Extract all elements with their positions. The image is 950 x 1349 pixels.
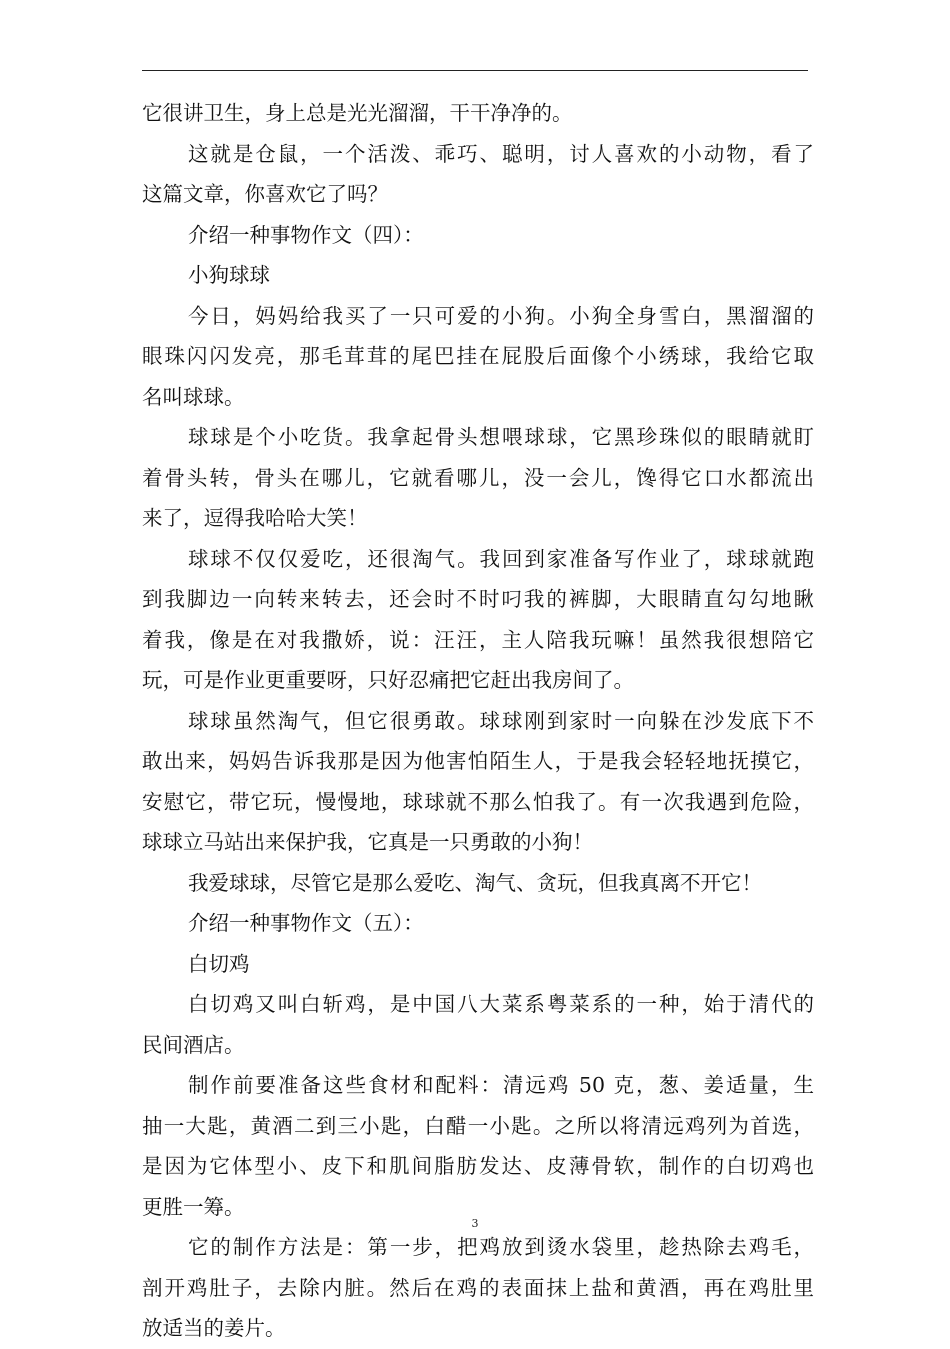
page-number: 3 [471,1217,479,1230]
text-line: 眼珠闪闪发亮，那毛茸茸的尾巴挂在屁股后面像个小绣球，我给它取 [142,344,814,368]
text-line: 放适当的姜片。 [142,1316,286,1340]
text-line: 介绍一种事物作文（四）： [188,222,424,247]
text-line: 抽一大匙，黄酒二到三小匙，白醋一小匙。之所以将清远鸡列为首选， [142,1113,814,1138]
text-line: 更胜一筹。 [142,1194,245,1219]
text-line: 介绍一种事物作文（五）： [188,911,424,935]
text-line: 白切鸡 [188,951,250,976]
text-line: 着骨头转，骨头在哪儿，它就看哪儿，没一会儿，馋得它口水都流出 [142,465,814,490]
text-line: 来了，逗得我哈哈大笑！ [142,506,368,530]
header-rule [142,70,808,71]
text-line: 这就是仓鼠，一个活泼、乖巧、聪明，讨人喜欢的小动物，看了 [188,141,814,166]
text-line: 今日，妈妈给我买了一只可爱的小狗。小狗全身雪白，黑溜溜的 [188,303,814,328]
text-line: 白切鸡又叫白斩鸡，是中国八大菜系粤菜系的一种，始于清代的 [188,992,814,1016]
text-line: 球球是个小吃货。我拿起骨头想喂球球，它黑珍珠似的眼睛就盯 [188,425,814,449]
text-line: 这篇文章，你喜欢它了吗？ [142,182,388,206]
text-line: 球球虽然淘气，但它很勇敢。球球刚到家时一向躲在沙发底下不 [188,708,814,733]
text-line: 是因为它体型小、皮下和肌间脂肪发达、皮薄骨软，制作的白切鸡也 [142,1154,814,1178]
text-line: 安慰它，带它玩，慢慢地，球球就不那么怕我了。有一次我遇到危险， [142,789,814,814]
text-line: 它很讲卫生，身上总是光光溜溜，干干净净的。 [142,101,573,125]
text-line: 制作前要准备这些食材和配料：清远鸡 50 克，葱、姜适量，生 [188,1073,814,1097]
text-line: 民间酒店。 [142,1032,245,1057]
text-line: 着我，像是在对我撒娇，说：汪汪，主人陪我玩嘛！虽然我很想陪它 [142,627,814,652]
text-line: 小狗球球 [188,263,270,287]
body-text [142,93,814,1349]
text-line: 敢出来，妈妈告诉我那是因为他害怕陌生人，于是我会轻轻地抚摸它， [142,749,814,773]
text-line: 球球立马站出来保护我，它真是一只勇敢的小狗！ [142,830,593,854]
text-line: 到我脚边一向转来转去，还会时不时叼我的裤脚，大眼睛直勾勾地瞅 [142,587,814,611]
text-line: 我爱球球，尽管它是那么爱吃、淘气、贪玩，但我真离不开它！ [188,870,762,895]
text-line: 它的制作方法是：第一步，把鸡放到烫水袋里，趁热除去鸡毛， [188,1235,814,1259]
text-line: 名叫球球。 [142,384,245,409]
text-line: 剖开鸡肚子，去除内脏。然后在鸡的表面抹上盐和黄酒，再在鸡肚里 [142,1275,814,1300]
text-line: 球球不仅仅爱吃，还很淘气。我回到家准备写作业了，球球就跑 [188,546,814,571]
text-line: 玩，可是作业更重要呀，只好忍痛把它赶出我房间了。 [142,668,634,692]
